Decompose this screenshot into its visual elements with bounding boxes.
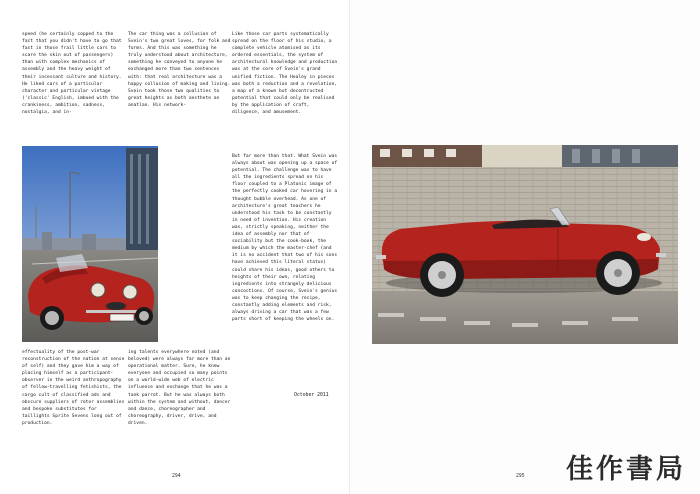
right-page <box>232 0 700 494</box>
right-column-top <box>232 31 338 116</box>
paragraph: ing talents everywhere noted (and beloved) were always far more than an operational matter. Sure, he knew everyone and occupied so many points on a world-wide web of electric influence and exchange that he was a tank parrot. But he was always both within the system and without, dancer and dance, choreographer and choreography, driver, drive, and driven. <box>128 350 231 426</box>
paragraph: Like those car parts systematically spread on the floor of his studio, a complete vehicle atomised as its ordered essentials, the system of architectural knowledge and production was at the core of Svein's grand unified fiction. The Healey in pieces was both a reduction and a revelation, a map of a known but decontructed potential that could only be realised by the application of craft, diligence, and amusement. <box>232 32 338 116</box>
date-line: October 2011 <box>294 393 329 398</box>
left-column-2-bottom <box>128 349 232 427</box>
left-column-2-top <box>128 31 232 109</box>
right-column-middle <box>232 153 338 323</box>
left-column-1-bottom <box>22 349 126 427</box>
left-column-1-top <box>22 31 126 116</box>
paragraph: speed (he certainly copped to the fact that you didn't have to go that fast in those frail little cars to scare the skin out of passengers) than with complex mechanics of assembly and the heavy weight of their incessant culture and history. He liked cars of a particular character and particular vintage ('classic' English, imbued with the crankiness, ambition, sadness, nostalgia, and in- <box>22 32 122 116</box>
roadster-street-image <box>22 146 158 342</box>
page-number-left: 294 <box>172 474 181 479</box>
paragraph: The car thing was a collusion of Svein's two great loves, for folk and forms. And this was something he truly understood about architecture, something he conveyed to anyone he exchanged more than two sentences with: that real architecture was a happy collusion of making and living. Svein took those two qualities to great heights as both aesthete an anatlan. His network- <box>128 32 231 108</box>
photo-roadster-wall <box>372 145 678 344</box>
paragraph: But far more than that. What Svein was always about was opening up a space of potential. The challenge was to have all the ingredients spread on his floor coupled to a Platonic image of the perfectly cooked car hovering in a thought bubble overhead. As one of architecture's great teachers he understood his task to be constantly in need of invention. His creation was, strictly speaking, neither the idea of assembly nor that of sociability but the cook-book, the medium by which the master-chef (and it is no accident that two of his sons have achieved this literal status) could share his ideas, good others to heights of their own, relating ingredients into strangely delicious concoctions. Of course, Svein's genius was to keep changing the recipe, constantly adding elements and risk, always driving a car that was a few parts short of keeping the wheels on. <box>232 154 338 323</box>
watermark-logo: 佳作書局 <box>566 454 686 485</box>
photo-roadster-street <box>22 146 158 342</box>
roadster-wall-image <box>372 145 678 344</box>
page-number-right: 295 <box>516 474 525 479</box>
paragraph: effectuality of the post-war reconstruction of the nation at sense of self) and they gave him a way of placing himself as a participant-observer in the weird anthropography of fellow-travelling fetishists, the cargo cult of classified ads and obscure suppliers of rotor assemblies and bespoke substitutes for taillights Sprite Sevens long out of production. <box>22 350 125 426</box>
